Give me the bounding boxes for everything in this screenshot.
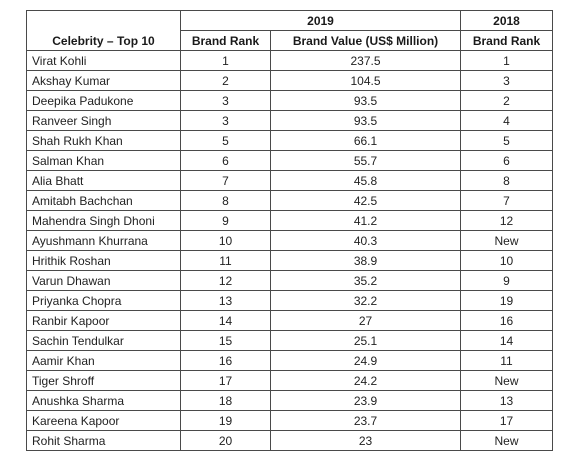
header-row-years bbox=[27, 11, 553, 31]
header-brand-rank-2019: Brand Rank bbox=[181, 31, 271, 51]
table-row bbox=[27, 251, 553, 271]
table-row bbox=[27, 111, 553, 131]
brand-value-2019-cell: 24.9 bbox=[271, 351, 461, 371]
brand-rank-2018-cell: 4 bbox=[461, 111, 553, 131]
celebrity-brand-table-container bbox=[26, 10, 553, 451]
celebrity-name-cell: Aamir Khan bbox=[27, 351, 181, 371]
table-row bbox=[27, 151, 553, 171]
table-row bbox=[27, 331, 553, 351]
brand-rank-2018-cell: 11 bbox=[461, 351, 553, 371]
celebrity-name-cell: Ayushmann Khurrana bbox=[27, 231, 181, 251]
brand-rank-2019-cell: 2 bbox=[181, 71, 271, 91]
table-row bbox=[27, 431, 553, 451]
table-row bbox=[27, 351, 553, 371]
brand-rank-2018-cell: 3 bbox=[461, 71, 553, 91]
brand-rank-2019-cell: 15 bbox=[181, 331, 271, 351]
brand-rank-2019-cell: 10 bbox=[181, 231, 271, 251]
brand-rank-2019-cell: 1 bbox=[181, 51, 271, 71]
brand-value-2019-cell: 45.8 bbox=[271, 171, 461, 191]
table-row bbox=[27, 191, 553, 211]
celebrity-name-cell: Varun Dhawan bbox=[27, 271, 181, 291]
table-row bbox=[27, 371, 553, 391]
table-row bbox=[27, 51, 553, 71]
brand-rank-2018-cell: 1 bbox=[461, 51, 553, 71]
brand-value-2019-cell: 23.7 bbox=[271, 411, 461, 431]
brand-rank-2018-cell: 8 bbox=[461, 171, 553, 191]
brand-rank-2019-cell: 7 bbox=[181, 171, 271, 191]
table-body bbox=[27, 51, 553, 451]
brand-rank-2018-cell: 6 bbox=[461, 151, 553, 171]
table-row bbox=[27, 211, 553, 231]
brand-value-2019-cell: 237.5 bbox=[271, 51, 461, 71]
brand-rank-2018-cell: New bbox=[461, 231, 553, 251]
table-row bbox=[27, 91, 553, 111]
celebrity-name-cell: Ranbir Kapoor bbox=[27, 311, 181, 331]
brand-rank-2019-cell: 3 bbox=[181, 111, 271, 131]
table-row bbox=[27, 411, 553, 431]
brand-rank-2018-cell: 2 bbox=[461, 91, 553, 111]
brand-rank-2019-cell: 13 bbox=[181, 291, 271, 311]
brand-rank-2019-cell: 14 bbox=[181, 311, 271, 331]
table-row bbox=[27, 71, 553, 91]
brand-value-2019-cell: 23.9 bbox=[271, 391, 461, 411]
table-row bbox=[27, 291, 553, 311]
brand-rank-2018-cell: 13 bbox=[461, 391, 553, 411]
brand-rank-2019-cell: 3 bbox=[181, 91, 271, 111]
brand-value-2019-cell: 41.2 bbox=[271, 211, 461, 231]
brand-rank-2019-cell: 9 bbox=[181, 211, 271, 231]
brand-value-2019-cell: 27 bbox=[271, 311, 461, 331]
brand-rank-2018-cell: 10 bbox=[461, 251, 553, 271]
celebrity-name-cell: Virat Kohli bbox=[27, 51, 181, 71]
celebrity-name-cell: Hrithik Roshan bbox=[27, 251, 181, 271]
celebrity-name-cell: Amitabh Bachchan bbox=[27, 191, 181, 211]
brand-rank-2019-cell: 6 bbox=[181, 151, 271, 171]
brand-rank-2019-cell: 12 bbox=[181, 271, 271, 291]
brand-rank-2018-cell: 5 bbox=[461, 131, 553, 151]
brand-rank-2018-cell: 19 bbox=[461, 291, 553, 311]
header-row-columns bbox=[27, 31, 553, 51]
brand-rank-2019-cell: 8 bbox=[181, 191, 271, 211]
brand-rank-2018-cell: New bbox=[461, 431, 553, 451]
brand-value-2019-cell: 32.2 bbox=[271, 291, 461, 311]
celebrity-name-cell: Priyanka Chopra bbox=[27, 291, 181, 311]
brand-value-2019-cell: 35.2 bbox=[271, 271, 461, 291]
table-row bbox=[27, 391, 553, 411]
brand-rank-2018-cell: 17 bbox=[461, 411, 553, 431]
brand-value-2019-cell: 93.5 bbox=[271, 91, 461, 111]
brand-rank-2018-cell: 16 bbox=[461, 311, 553, 331]
brand-value-2019-cell: 42.5 bbox=[271, 191, 461, 211]
brand-value-2019-cell: 24.2 bbox=[271, 371, 461, 391]
celebrity-brand-table bbox=[26, 10, 553, 451]
table-row bbox=[27, 231, 553, 251]
table-row bbox=[27, 171, 553, 191]
table-row bbox=[27, 131, 553, 151]
brand-value-2019-cell: 55.7 bbox=[271, 151, 461, 171]
celebrity-name-cell: Shah Rukh Khan bbox=[27, 131, 181, 151]
brand-rank-2018-cell: 12 bbox=[461, 211, 553, 231]
brand-rank-2019-cell: 11 bbox=[181, 251, 271, 271]
celebrity-name-cell: Tiger Shroff bbox=[27, 371, 181, 391]
brand-value-2019-cell: 25.1 bbox=[271, 331, 461, 351]
celebrity-name-cell: Ranveer Singh bbox=[27, 111, 181, 131]
header-brand-rank-2018: Brand Rank bbox=[461, 31, 553, 51]
celebrity-name-cell: Kareena Kapoor bbox=[27, 411, 181, 431]
celebrity-name-cell: Salman Khan bbox=[27, 151, 181, 171]
celebrity-name-cell: Deepika Padukone bbox=[27, 91, 181, 111]
brand-value-2019-cell: 40.3 bbox=[271, 231, 461, 251]
brand-value-2019-cell: 38.9 bbox=[271, 251, 461, 271]
header-blank-cell bbox=[27, 11, 181, 31]
brand-rank-2019-cell: 5 bbox=[181, 131, 271, 151]
celebrity-name-cell: Alia Bhatt bbox=[27, 171, 181, 191]
brand-rank-2018-cell: 9 bbox=[461, 271, 553, 291]
brand-rank-2019-cell: 16 bbox=[181, 351, 271, 371]
brand-rank-2018-cell: 7 bbox=[461, 191, 553, 211]
brand-rank-2019-cell: 19 bbox=[181, 411, 271, 431]
brand-rank-2019-cell: 17 bbox=[181, 371, 271, 391]
brand-rank-2018-cell: New bbox=[461, 371, 553, 391]
brand-rank-2018-cell: 14 bbox=[461, 331, 553, 351]
celebrity-name-cell: Mahendra Singh Dhoni bbox=[27, 211, 181, 231]
celebrity-name-cell: Rohit Sharma bbox=[27, 431, 181, 451]
brand-value-2019-cell: 66.1 bbox=[271, 131, 461, 151]
header-year-2019: 2019 bbox=[181, 11, 461, 31]
brand-value-2019-cell: 23 bbox=[271, 431, 461, 451]
celebrity-name-cell: Sachin Tendulkar bbox=[27, 331, 181, 351]
table-row bbox=[27, 311, 553, 331]
brand-rank-2019-cell: 18 bbox=[181, 391, 271, 411]
brand-value-2019-cell: 104.5 bbox=[271, 71, 461, 91]
header-brand-value-2019: Brand Value (US$ Million) bbox=[271, 31, 461, 51]
table-row bbox=[27, 271, 553, 291]
celebrity-name-cell: Anushka Sharma bbox=[27, 391, 181, 411]
header-celebrity: Celebrity – Top 10 bbox=[27, 31, 181, 51]
header-year-2018: 2018 bbox=[461, 11, 553, 31]
brand-value-2019-cell: 93.5 bbox=[271, 111, 461, 131]
brand-rank-2019-cell: 20 bbox=[181, 431, 271, 451]
celebrity-name-cell: Akshay Kumar bbox=[27, 71, 181, 91]
